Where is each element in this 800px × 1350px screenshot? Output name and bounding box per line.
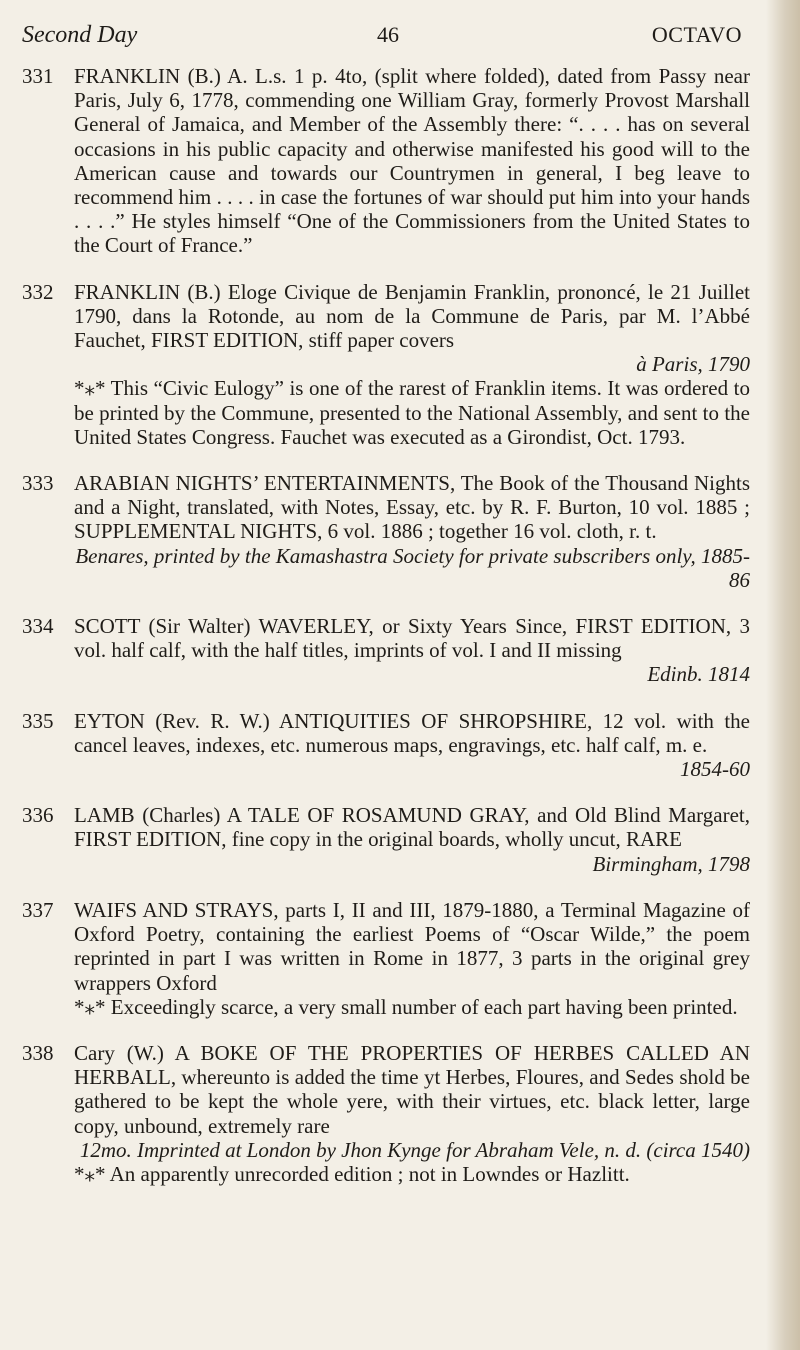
lot-imprint: Birmingham, 1798 [592, 851, 750, 876]
lot-entry [22, 280, 750, 449]
lot-description: SCOTT (Sir Walter) WAVERLEY, or Sixty Years Since, FIRST EDITION, 3 vol. half calf, with the half titles, imprints of vol. I and II missing [74, 614, 750, 663]
lot-entry [22, 614, 750, 687]
lot-imprint: Edinb. 1814 [647, 662, 750, 687]
lot-description: LAMB (Charles) A TALE OF ROSAMUND GRAY, and Old Blind Margaret, FIRST EDITION, fine copy in the original boards, wholly uncut, RARE [74, 803, 750, 852]
lot-entry [22, 1041, 750, 1186]
lot-entry [22, 471, 750, 592]
lot-number: 336 [22, 803, 54, 828]
lot-description: FRANKLIN (B.) A. L.s. 1 p. 4to, (split where folded), dated from Passy near Paris, July 6, 1778, commending one William Gray, formerly Provost Marshall General of Jamaica, and Member of the Assembly there: “. . . . has on several occasions in his public capacity and otherwise manifested his good will to the American cause and towards our Countrymen in general, I beg leave to recommend him . . . . in case the fortunes of war should put him into your hands . . . .” He styles himself “One of the Commissioners from the United States to the Court of France.” [74, 64, 750, 258]
lot-imprint: Benares, printed by the Kamashastra Society for private subscribers only, 1885-86 [75, 543, 750, 592]
section-title: Second Day [22, 22, 138, 48]
lot-number: 332 [22, 279, 54, 304]
page-header [22, 22, 742, 52]
lot-description: ARABIAN NIGHTS’ ENTERTAINMENTS, The Book of the Thousand Nights and a Night, translated, with Notes, Essay, etc. by R. F. Burton, 10 vol. 1885 ; SUPPLEMENTAL NIGHTS, 6 vol. 1886 ; together 16 vol. cloth, r. t. [74, 471, 750, 544]
lot-entry [22, 709, 750, 782]
lot-imprint: à Paris, 1790 [636, 352, 750, 377]
page-edge-shadow [766, 0, 800, 1350]
lot-imprint: 1854-60 [680, 757, 750, 782]
lot-number: 337 [22, 897, 54, 922]
lot-number: 338 [22, 1040, 54, 1065]
lot-entry [22, 898, 750, 1019]
lot-number: 333 [22, 471, 54, 496]
lot-number: 331 [22, 64, 54, 88]
lot-number: 334 [22, 614, 54, 639]
page-number: 46 [377, 22, 399, 47]
lot-note: *⁎* Exceedingly scarce, a very small number of each part having been printed. [74, 994, 738, 1019]
lot-note: *⁎* This “Civic Eulogy” is one of the rarest of Franklin items. It was ordered to be printed by the Commune, presented to the National Assembly, and sent to the United States Congress. Fauchet was executed as a Girondist, Oct. 1793. [74, 376, 750, 449]
format-label: OCTAVO [651, 22, 742, 47]
lot-description: Cary (W.) A BOKE OF THE PROPERTIES OF HERBES CALLED AN HERBALL, whereunto is added the time yt Herbes, Floures, and Sedes shold be gathered to be kept the whole yere, with their virtues, etc. black letter, large copy, unbound, extremely rare [74, 1040, 750, 1138]
lot-description: WAIFS AND STRAYS, parts I, II and III, 1879-1880, a Terminal Magazine of Oxford Poetry, containing the earliest Poems of “Oscar Wilde,” the poem reprinted in part I was written in Rome in 1877, 3 parts in the original grey wrappers Oxford [74, 897, 750, 995]
lot-note: *⁎* An apparently unrecorded edition ; not in Lowndes or Hazlitt. [74, 1161, 630, 1186]
lot-imprint: 12mo. Imprinted at London by Jhon Kynge for Abraham Vele, n. d. (circa 1540) [79, 1137, 750, 1162]
lot-entry [22, 803, 750, 876]
lot-number: 335 [22, 708, 54, 733]
lot-entry [22, 64, 750, 258]
lot-description: FRANKLIN (B.) Eloge Civique de Benjamin Franklin, prononcé, le 21 Juillet 1790, dans la Rotonde, au nom de la Commune de Paris, par M. l’Abbé Fauchet, FIRST EDITION, stiff paper covers [74, 279, 750, 353]
lot-list [22, 64, 750, 1208]
lot-description: EYTON (Rev. R. W.) ANTIQUITIES OF SHROPSHIRE, 12 vol. with the cancel leaves, indexes, etc. numerous maps, engravings, etc. half calf, m. e. [74, 708, 750, 757]
